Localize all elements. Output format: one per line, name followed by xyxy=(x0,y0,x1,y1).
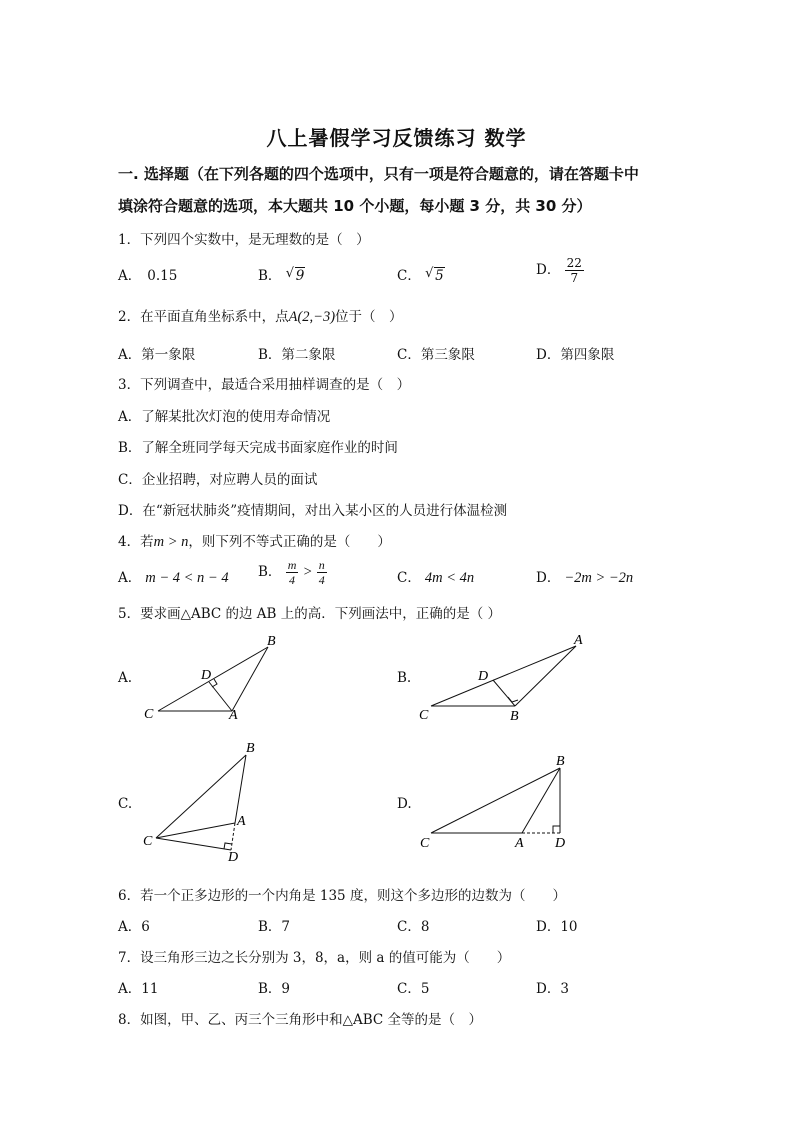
q7-stem: 7．设三角形三边之长分别为 3，8，a，则 a 的值可能为（ ） xyxy=(118,950,511,966)
q1-option-c: C． √ 5 xyxy=(397,266,444,284)
q4-stem: 4．若m > n，则下列不等式正确的是（ ） xyxy=(118,534,391,550)
q6-option-c: C．8 xyxy=(397,919,430,935)
q5-option-a-label: A. xyxy=(118,670,133,686)
q6-option-d: D．10 xyxy=(536,919,578,935)
q1-stem: 1．下列四个实数中，是无理数的是（ ） xyxy=(118,232,370,248)
q4-option-c: C． 4m < 4n xyxy=(397,570,475,586)
q2-stem: 2．在平面直角坐标系中，点A(2,−3)位于（ ） xyxy=(118,309,403,325)
fig-a-label-a: A xyxy=(229,708,238,723)
fig-d-label-a: A xyxy=(515,836,524,851)
q8-stem: 8．如图，甲、乙、丙三个三角形中和△ABC 全等的是（ ） xyxy=(118,1012,483,1028)
q2-option-c: C．第三象限 xyxy=(397,347,475,363)
q6-option-a: A．6 xyxy=(118,919,150,935)
q1-option-b: B． √ 9 xyxy=(258,266,305,284)
fig-d-label-c: C xyxy=(420,836,430,851)
point-a: A(2,−3) xyxy=(288,309,336,325)
figure-a xyxy=(158,647,268,711)
q4-option-d: D． −2m > −2n xyxy=(536,570,634,586)
fig-a-label-c: C xyxy=(144,707,154,722)
q1-option-d: D． $\frac{22}{7}$ xyxy=(536,256,582,285)
fig-d-label-d: D xyxy=(555,836,566,851)
q2-option-b: B．第二象限 xyxy=(258,347,336,363)
fraction: $\frac{n}{4}$ xyxy=(318,558,325,587)
q2-option-a: A．第一象限 xyxy=(118,347,196,363)
fig-b-label-b: B xyxy=(510,709,519,724)
page-title: 八上暑假学习反馈练习 数学 xyxy=(266,126,527,150)
q7-option-a: A．11 xyxy=(118,981,159,997)
fig-c-label-c: C xyxy=(143,834,153,849)
figure-b xyxy=(431,646,576,706)
q7-option-d: D．3 xyxy=(536,981,569,997)
q3-option-a: A．了解某批次灯泡的使用寿命情况 xyxy=(118,409,331,425)
q3-option-c: C．企业招聘，对应聘人员的面试 xyxy=(118,472,318,488)
fig-b-label-d: D xyxy=(478,669,489,684)
q5-stem: 5．要求画△ABC 的边 AB 上的高．下列画法中，正确的是（ ） xyxy=(118,606,502,622)
q5-option-b-label: B. xyxy=(397,670,412,686)
sqrt-symbol: √ 5 xyxy=(425,266,444,284)
fig-d-label-b: B xyxy=(556,754,565,769)
section-heading-line1: 一. 选择题（在下列各题的四个选项中，只有一项是符合题意的，请在答题卡中 xyxy=(118,165,639,183)
fig-c-label-a: A xyxy=(237,814,246,829)
fraction: $\frac{22}{7}$ xyxy=(566,256,582,285)
q5-option-c-label: C. xyxy=(118,796,133,812)
q4-option-a: A． m − 4 < n − 4 xyxy=(118,570,229,586)
figure-c xyxy=(156,755,246,850)
q2-option-d: D．第四象限 xyxy=(536,347,615,363)
q1-option-a: A． 0.15 xyxy=(118,268,178,284)
fig-b-label-a: A xyxy=(574,633,583,648)
fig-b-label-c: C xyxy=(419,708,429,723)
q7-option-b: B．9 xyxy=(258,981,291,997)
q5-option-d-label: D. xyxy=(397,796,412,812)
fraction: $\frac{m}{4}$ xyxy=(287,558,297,587)
q6-stem: 6．若一个正多边形的一个内角是 135 度，则这个多边形的边数为（ ） xyxy=(118,888,566,904)
figure-d xyxy=(431,768,560,833)
q3-stem: 3．下列调查中，最适合采用抽样调查的是（ ） xyxy=(118,377,411,393)
q4-option-b: B． $\frac{m}{4}$ > $\frac{n}{4}$ xyxy=(258,558,325,587)
sqrt-symbol: √ 9 xyxy=(285,266,305,284)
fig-a-label-d: D xyxy=(201,668,212,683)
fig-a-label-b: B xyxy=(267,634,276,649)
fig-c-label-b: B xyxy=(246,741,255,756)
section-heading-line2: 填涂符合题意的选项，本大题共 10 个小题，每小题 3 分，共 30 分） xyxy=(118,197,592,215)
fig-c-label-d: D xyxy=(228,850,239,865)
q6-option-b: B．7 xyxy=(258,919,291,935)
q7-option-c: C．5 xyxy=(397,981,430,997)
condition: m > n xyxy=(153,534,189,550)
q3-option-d: D．在“新冠状肺炎”疫情期间，对出入某小区的人员进行体温检测 xyxy=(118,503,508,519)
q3-option-b: B．了解全班同学每天完成书面家庭作业的时间 xyxy=(118,440,398,456)
